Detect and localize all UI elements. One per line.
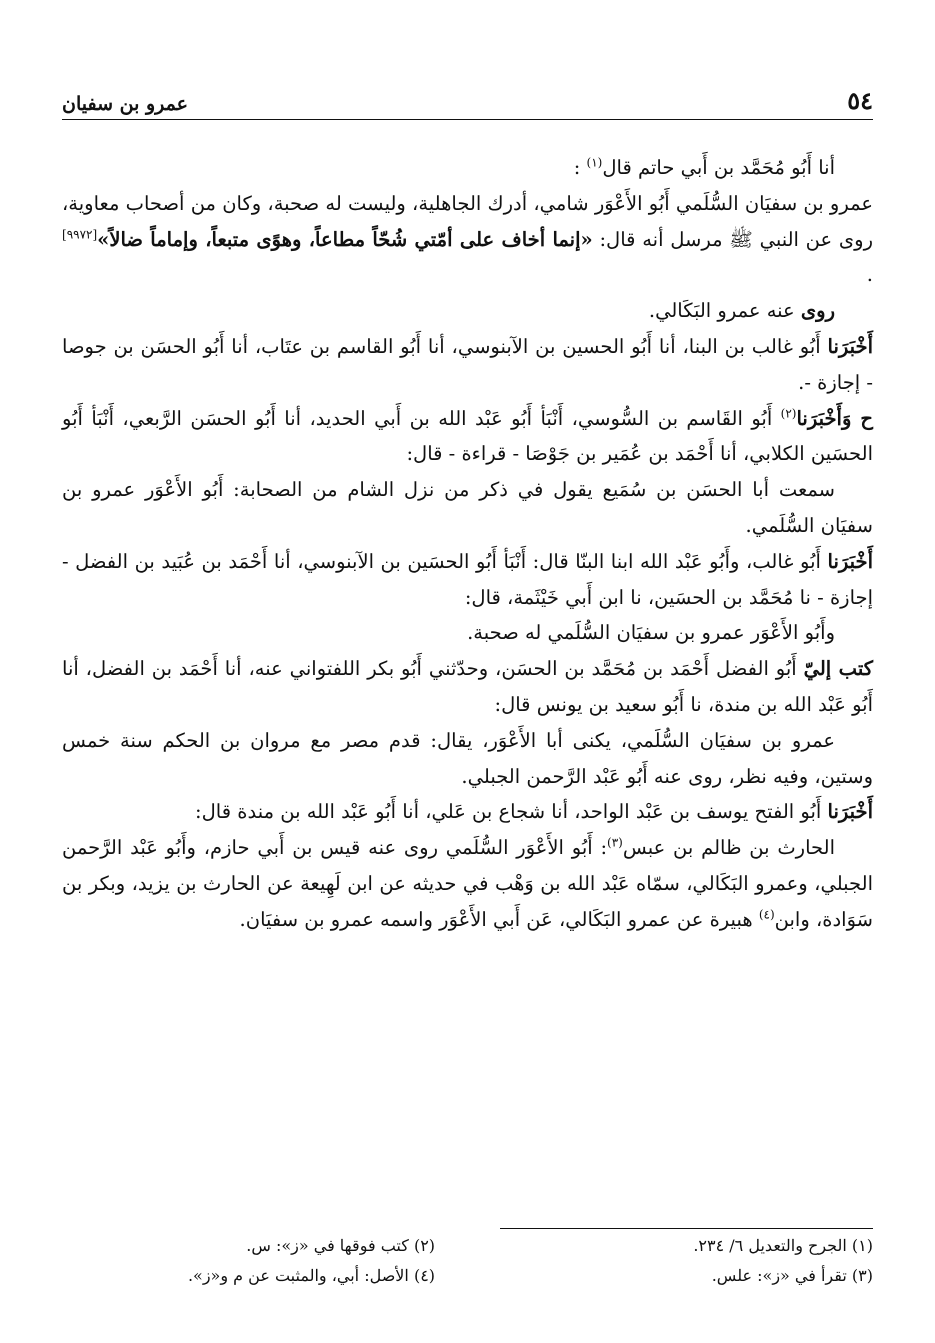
- lead-word: أَخْبَرَنا: [827, 800, 873, 824]
- footnote-text: كتب فوقها في «ز»: س.: [246, 1236, 409, 1255]
- footnote-number: (٢): [413, 1236, 436, 1255]
- paragraph-text: : أَبُو الأَعْوَر السُّلَمي روى عنه قيس بن أَبي حازم، وأَبُو عَبْد الرَّحمن الجبلي، وعمرو البَكَالي، سمّاه عَبْد الله بن وَهْب في حديثه عن ابن لَهِيعة عن الحارث بن يزيد، وبكر بن سَوَادة، وابن: [62, 836, 873, 931]
- footnote-text: تقرأ في «ز»: علس.: [711, 1266, 847, 1285]
- paragraph: [62, 651, 873, 723]
- footnote-ref: (٤): [758, 907, 775, 922]
- paragraph: [62, 544, 873, 616]
- paragraph: [62, 329, 873, 401]
- paragraph-text: عمرو بن سفيَان السُّلَمي، يكنى أبا الأَعْوَر، يقال: قدم مصر مع مروان بن الحكم سنة خمس وستين، وفيه نظر، روى عنه أَبُو عَبْد الرَّحمن الجبلي.: [62, 728, 873, 788]
- paragraph-text: هبيرة عن عمرو البَكَالي، عَن أَبي الأَعْوَر واسمه عمرو بن سفيَان.: [239, 907, 753, 931]
- paragraph-text: عنه عمرو البَكَالي.: [648, 299, 795, 323]
- footnote-text: الجرح والتعديل ٦/ ٢٣٤.: [693, 1236, 847, 1255]
- lead-word: كتب إليّ: [803, 657, 873, 681]
- footnote: [500, 1261, 873, 1291]
- footnote-text: الأصل: أبي، والمثبت عن م و«ز».: [187, 1266, 409, 1285]
- paragraph: [62, 615, 873, 651]
- main-text: [62, 150, 873, 938]
- lead-word: أَخْبَرَنا: [827, 549, 873, 573]
- paragraph-text: الحارث بن ظالم بن عبس: [622, 836, 835, 860]
- paragraph: [62, 723, 873, 795]
- lead-word: ح وَأَخْبَرَنا: [796, 406, 873, 430]
- hadith-quote: «إنما أخاف على أمّتي شُحّاً مطاعاً، وهوًى متبعاً، وإماماً ضالاً»: [97, 227, 593, 251]
- footnote-ref: (١): [586, 155, 603, 170]
- paragraph: [62, 794, 873, 830]
- footnote-column: [62, 1228, 435, 1291]
- footnotes: [62, 1228, 873, 1291]
- page-header: [62, 78, 873, 120]
- paragraph-text: عمرو بن سفيَان السُّلَمي أَبُو الأَعْوَر شامي، أدرك الجاهلية، وليست له صحبة، وكان من أصحاب معاوية، روى عن النبي ﷺ مرسل أنه قال:: [62, 191, 873, 251]
- footnote: [500, 1231, 873, 1261]
- footnote: [62, 1261, 435, 1291]
- paragraph: [62, 186, 873, 293]
- paragraph-text: وأَبُو الأَعْوَر عمرو بن سفيَان السُّلَمي له صحبة.: [467, 621, 835, 645]
- paragraph-text: سمعت أبا الحسَن بن سُمَيع يقول في ذكر من نزل الشام من الصحابة: أَبُو الأَعْوَر عمرو بن سفيَان السُّلَمي.: [62, 478, 873, 537]
- paragraph-text: أَبُو غالب بن البنا، أنا أَبُو الحسين بن الآبنوسي، أنا أَبُو القاسم بن عتَاب، أنا أَبُو الحسَن بن جوصا - إجازة -.: [62, 334, 873, 394]
- lead-word: أَخْبَرَنا: [827, 334, 873, 358]
- page-number: ٥٤: [847, 86, 873, 115]
- paragraph-text: أَبُو غالب، وأَبُو عَبْد الله ابنا البنّا قال: أَنْبَأ أَبُو الحسَين بن الآبنوسي، أنا أَحْمَد بن عُبَيد بن الفضل - إجازة - نا مُحَمَّد بن الحسَين، نا ابن أَبي خَيْثَمة، قال:: [62, 549, 873, 609]
- paragraph-text: أَبُو القَاسم بن السُّوسي، أَنْبَأ أَبُو عَبْد الله بن أَبي الحديد، أنا أَبُو الحسَن الرَّبعي، أَنْبَأ أَبُو الحسَين الكلابي، أنا أَحْمَد بن عُمَير بن جَوْصَا - قراءة - قال:: [62, 406, 873, 466]
- footnote-number: (١): [851, 1236, 873, 1255]
- footnote-column: [500, 1228, 873, 1291]
- paragraph: [62, 293, 873, 329]
- paragraph: [62, 830, 873, 937]
- lead-word: روى: [800, 299, 835, 323]
- footnote: [62, 1231, 435, 1261]
- paragraph: [62, 472, 873, 544]
- footnote-number: (٣): [851, 1266, 873, 1285]
- footnote-number: (٤): [413, 1266, 436, 1285]
- paragraph: [62, 401, 873, 473]
- paragraph-text: أنا أَبُو مُحَمَّد بن أَبي حاتم قال: [602, 156, 835, 179]
- paragraph-text: أَبُو الفضل أَحْمَد بن مُحَمَّد بن الحسَن، وحدّثني أَبُو بكر اللفتواني عنه، أنا أَحْمَد بن الفضل، أنا أَبُو عَبْد الله بن مندة، نا أَبُو سعيد بن يونس قال:: [62, 657, 873, 716]
- paragraph-text: :: [573, 156, 581, 179]
- footnote-ref: (٣): [607, 835, 623, 850]
- footnote-ref: (٢): [780, 406, 797, 421]
- paragraph-text: .: [866, 263, 873, 287]
- hadith-number: [٩٩٧٢]: [62, 227, 98, 242]
- running-title: عمرو بن سفيان: [62, 93, 188, 115]
- paragraph: [62, 150, 873, 186]
- paragraph-text: أَبُو الفتح يوسف بن عَبْد الواحد، أنا شجاع بن عَلي، أنا أَبُو عَبْد الله بن مندة قال:: [195, 800, 822, 824]
